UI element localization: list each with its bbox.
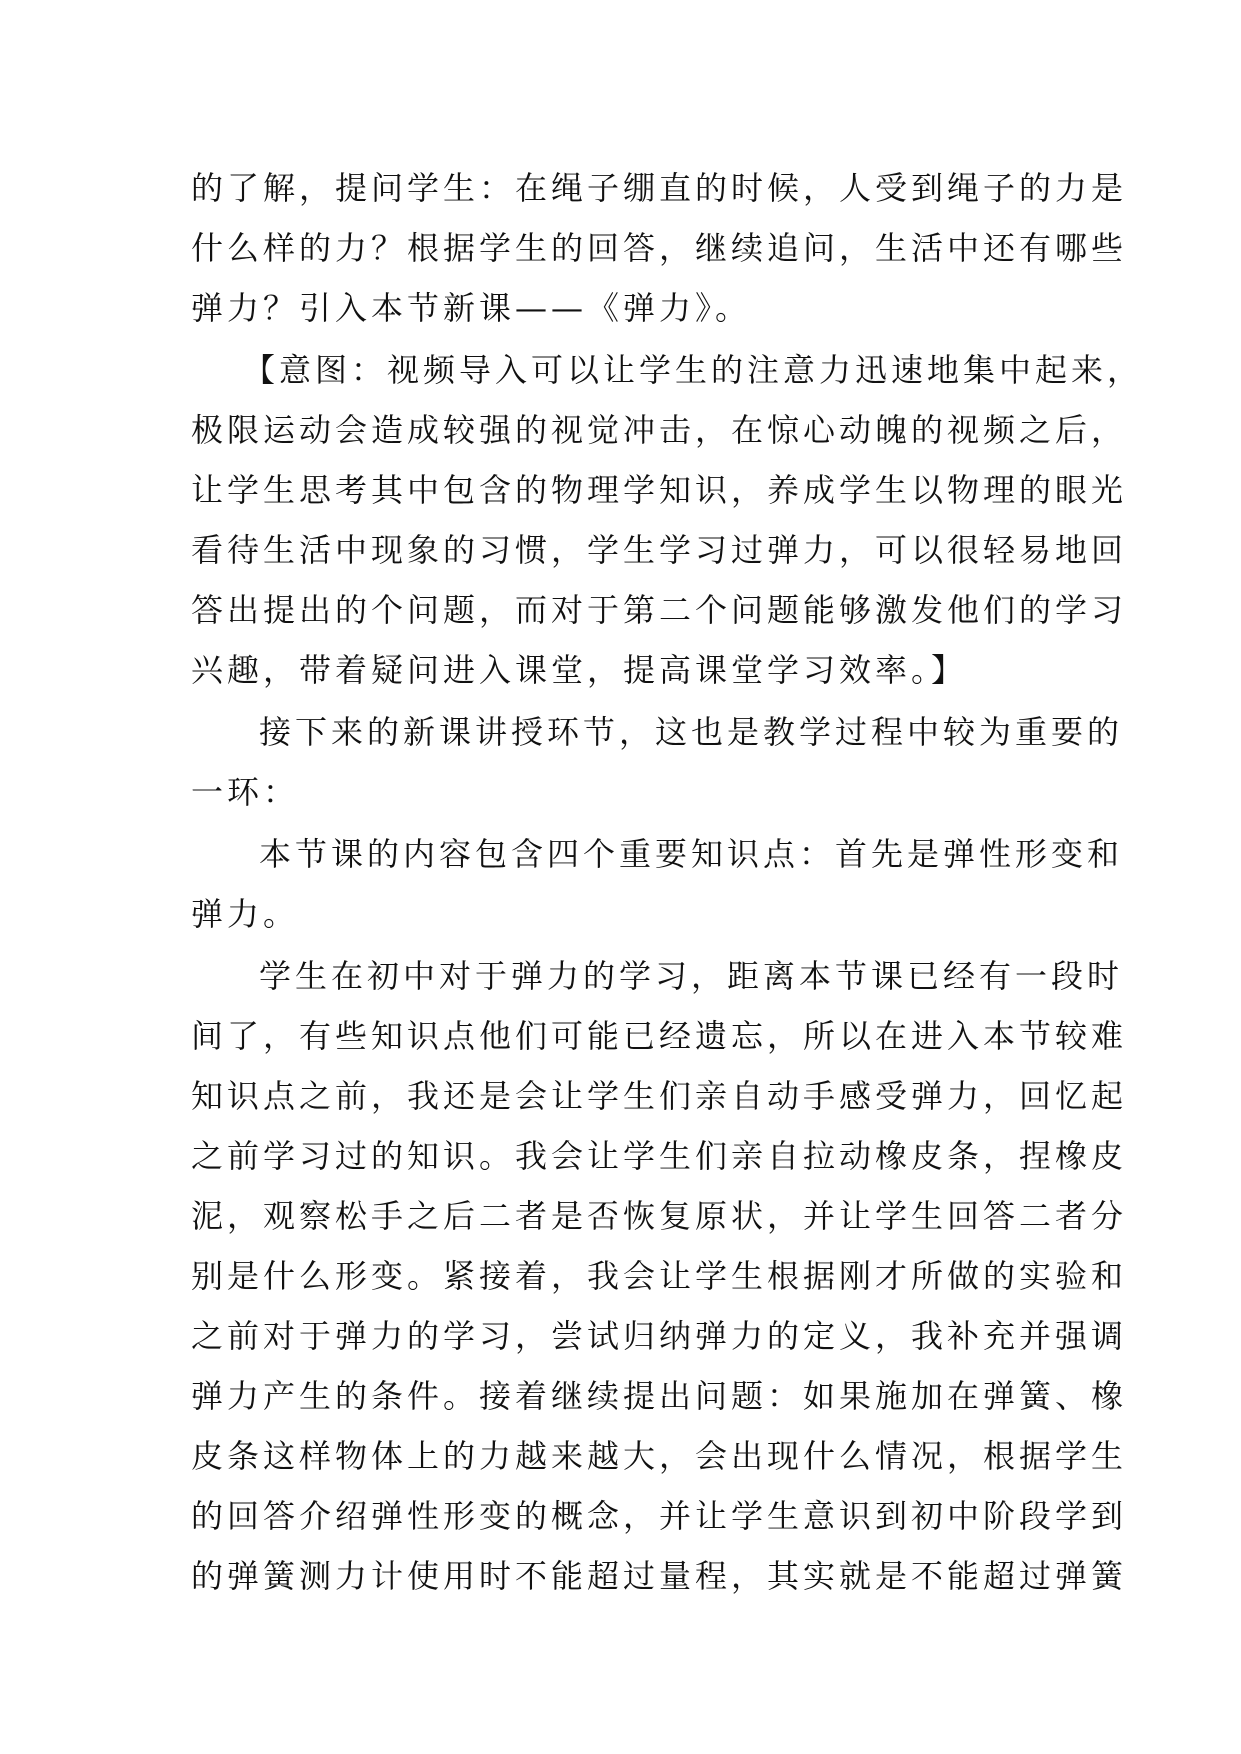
- text-line: 极限运动会造成较强的视觉冲击，在惊心动魄的视频之后，: [191, 411, 1128, 449]
- document-body: [191, 158, 1144, 1606]
- text-line: 看待生活中现象的习惯，学生学习过弹力，可以很轻易地回: [191, 531, 1128, 569]
- text-line: 的了解，提问学生：在绳子绷直的时候，人受到绳子的力是: [191, 169, 1128, 207]
- text-line: 别是什么形变。紧接着，我会让学生根据刚才所做的实验和: [191, 1257, 1128, 1295]
- text-line: 泥，观察松手之后二者是否恢复原状，并让学生回答二者分: [191, 1197, 1128, 1235]
- activity-paragraph: [191, 946, 1128, 1606]
- text-line: 间了，有些知识点他们可能已经遗忘，所以在进入本节较难: [191, 1017, 1128, 1055]
- text-line: 兴趣，带着疑问进入课堂，提高课堂学习效率。】: [191, 651, 968, 689]
- text-line: 弹力产生的条件。接着继续提出问题：如果施加在弹簧、橡: [191, 1377, 1128, 1415]
- text-line: 知识点之前，我还是会让学生们亲自动手感受弹力，回忆起: [191, 1077, 1128, 1115]
- text-line: 一环：: [191, 773, 300, 811]
- knowledge-points-paragraph: [191, 824, 1124, 944]
- text-line: 接下来的新课讲授环节，这也是教学过程中较为重要的: [259, 713, 1124, 751]
- text-line: 本节课的内容包含四个重要知识点：首先是弹性形变和: [259, 835, 1124, 873]
- text-line: 之前对于弹力的学习，尝试归纳弹力的定义，我补充并强调: [191, 1317, 1128, 1355]
- text-line: 皮条这样物体上的力越来越大，会出现什么情况，根据学生: [191, 1437, 1128, 1475]
- text-line: 的回答介绍弹性形变的概念，并让学生意识到初中阶段学到: [191, 1497, 1128, 1535]
- text-line: 什么样的力？根据学生的回答，继续追问，生活中还有哪些: [191, 229, 1128, 267]
- text-line: 【意图：视频导入可以让学生的注意力迅速地集中起来，: [243, 351, 1144, 389]
- text-line: 答出提出的个问题，而对于第二个问题能够激发他们的学习: [191, 591, 1128, 629]
- intent-paragraph: [191, 340, 1144, 700]
- text-line: 弹力。: [191, 895, 300, 933]
- text-line: 学生在初中对于弹力的学习，距离本节课已经有一段时: [259, 957, 1124, 995]
- intro-paragraph: [191, 158, 1128, 338]
- text-line: 的弹簧测力计使用时不能超过量程，其实就是不能超过弹簧: [191, 1557, 1128, 1595]
- text-line: 弹力？引入本节新课——《弹力》。: [191, 289, 752, 327]
- text-line: 让学生思考其中包含的物理学知识，养成学生以物理的眼光: [191, 471, 1128, 509]
- text-line: 之前学习过的知识。我会让学生们亲自拉动橡皮条，捏橡皮: [191, 1137, 1128, 1175]
- transition-paragraph: [191, 702, 1124, 822]
